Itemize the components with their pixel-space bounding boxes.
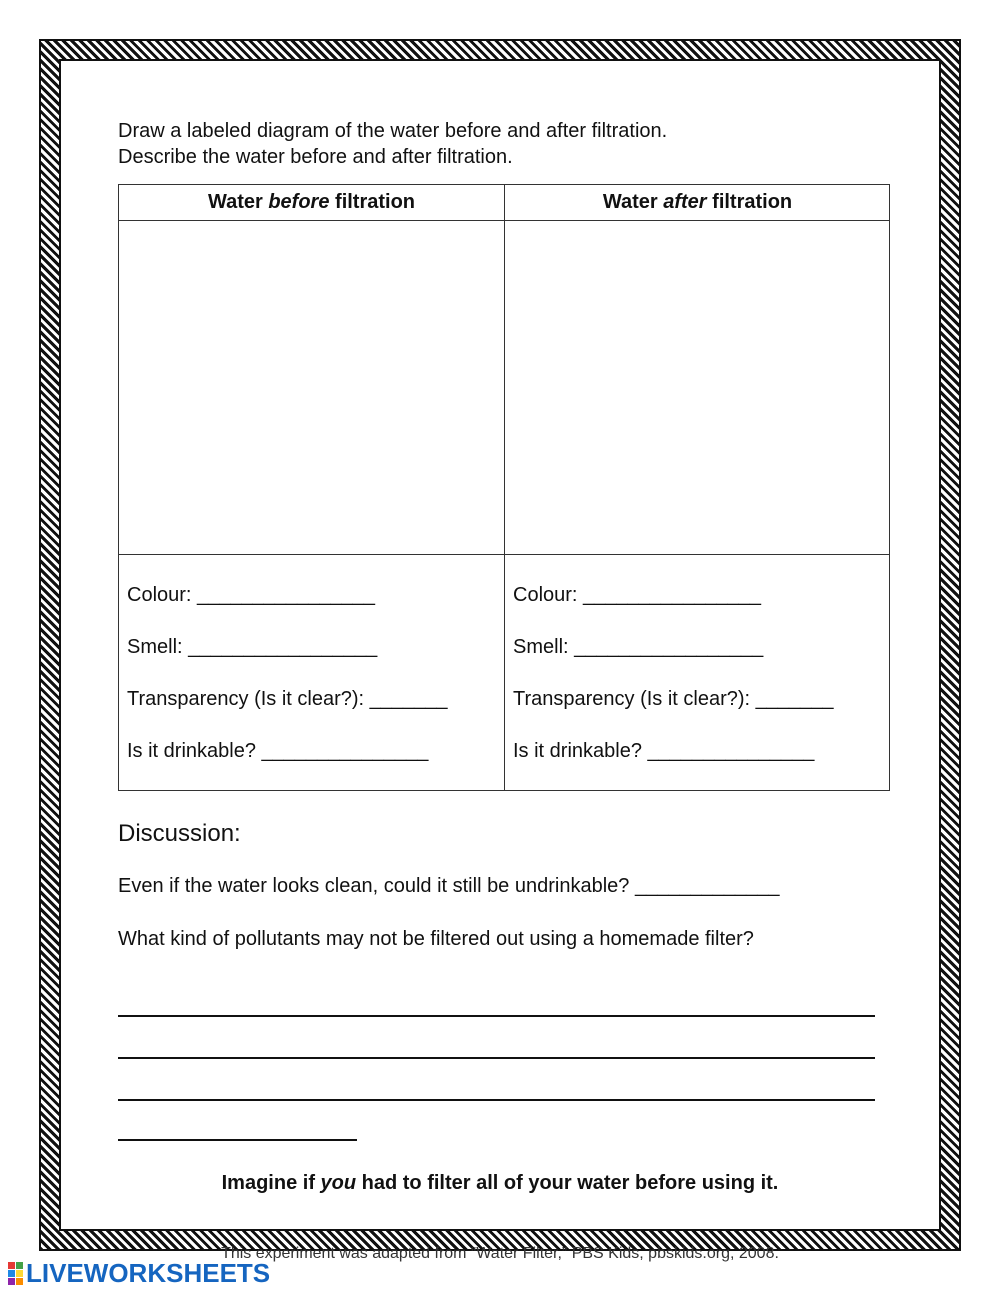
before-drinkable-field[interactable]: Is it drinkable? _______________ — [127, 740, 429, 762]
header-after-pre: Water — [602, 191, 658, 213]
header-after-post: filtration — [712, 191, 793, 213]
before-colour-field[interactable]: Colour: ________________ — [127, 584, 375, 606]
drawing-area-after[interactable] — [505, 221, 890, 554]
question-undrinkable[interactable]: Even if the water looks clean, could it still be undrinkable? _____________ — [118, 875, 780, 897]
answer-line-4[interactable] — [118, 1139, 357, 1141]
header-after-em: after — [663, 191, 707, 213]
after-smell-field[interactable]: Smell: _________________ — [513, 636, 764, 658]
after-transparency-field[interactable]: Transparency (Is it clear?): _______ — [513, 688, 834, 710]
header-water-before — [119, 185, 504, 220]
answer-line-1[interactable] — [118, 1015, 875, 1017]
header-before-em: before — [268, 191, 330, 213]
after-colour-field[interactable]: Colour: ________________ — [513, 584, 761, 606]
header-water-after — [505, 185, 890, 220]
closing-post: had to filter all of your water before using it. — [356, 1172, 779, 1194]
discussion-heading: Discussion: — [118, 820, 241, 847]
after-drinkable-field[interactable]: Is it drinkable? _______________ — [513, 740, 815, 762]
logo-text: LIVEWORKSHEETS — [26, 1257, 271, 1288]
logo-block — [16, 1262, 23, 1269]
header-before-pre: Water — [207, 191, 263, 213]
header-before-post: filtration — [335, 191, 416, 213]
closing-statement — [0, 1171, 1000, 1195]
before-smell-field[interactable]: Smell: _________________ — [127, 636, 378, 658]
logo-block — [8, 1270, 15, 1277]
logo-block — [8, 1262, 15, 1269]
logo-block — [16, 1270, 23, 1277]
drawing-area-before[interactable] — [119, 221, 504, 554]
instruction-line-2: Describe the water before and after filtration. — [118, 146, 513, 168]
closing-pre: Imagine if — [221, 1172, 321, 1194]
question-pollutants: What kind of pollutants may not be filtered out using a homemade filter? — [118, 928, 754, 950]
logo-blocks-icon — [8, 1262, 23, 1285]
source-note: This experiment was adapted from “Water Filter,” PBS Kids, pbskids.org, 2008. — [221, 1245, 779, 1262]
closing-em: you — [320, 1172, 357, 1194]
table-divider-properties — [119, 554, 889, 555]
answer-line-3[interactable] — [118, 1099, 875, 1101]
logo-block — [8, 1278, 15, 1285]
before-transparency-field[interactable]: Transparency (Is it clear?): _______ — [127, 688, 448, 710]
answer-line-2[interactable] — [118, 1057, 875, 1059]
instruction-line-1: Draw a labeled diagram of the water before and after filtration. — [118, 120, 668, 142]
logo-block — [16, 1278, 23, 1285]
liveworksheets-logo[interactable] — [8, 1259, 270, 1287]
observation-table — [118, 184, 890, 791]
